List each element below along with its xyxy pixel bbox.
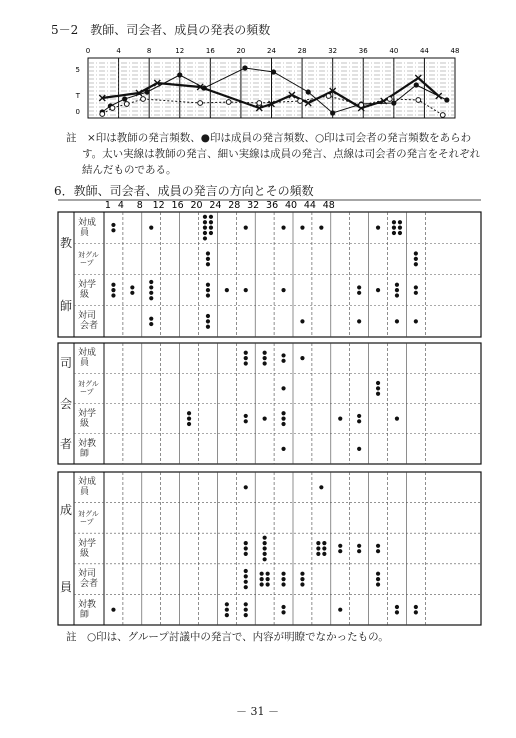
frequency-dot — [322, 541, 326, 545]
frequency-dot — [395, 417, 399, 421]
frequency-dot — [338, 544, 342, 548]
frequency-dot — [338, 608, 342, 612]
frequency-dot — [244, 552, 248, 556]
table-row-label: 対成 — [78, 348, 97, 359]
table-row-label: 対グル — [78, 250, 99, 259]
table-group-frame — [58, 343, 481, 464]
frequency-dot — [244, 585, 248, 589]
frequency-dot — [203, 220, 207, 224]
frequency-dot — [300, 582, 304, 586]
frequency-dot — [398, 231, 402, 235]
table-row-label: ープ — [80, 517, 94, 526]
frequency-dot — [244, 361, 248, 365]
frequency-dot — [263, 546, 267, 550]
frequency-dot — [414, 257, 418, 261]
table-tick-label: 44 — [303, 200, 316, 211]
frequency-dot — [392, 231, 396, 235]
chart-tick-label: 48 — [450, 47, 460, 55]
frequency-dot — [244, 602, 248, 606]
frequency-dot — [244, 580, 248, 584]
frequency-dot — [206, 325, 210, 329]
table-row-label: ープ — [80, 258, 94, 267]
frequency-dot — [322, 546, 326, 550]
table-row-label: 会者 — [80, 321, 99, 332]
table-tick-label: 48 — [322, 200, 335, 211]
frequency-dot — [263, 536, 267, 540]
frequency-dot — [263, 361, 267, 365]
chart-y-label: 5 — [75, 66, 80, 74]
frequency-dot — [187, 422, 191, 426]
frequency-dot — [206, 283, 210, 287]
frequency-dot — [209, 231, 213, 235]
table-group-label: 員 — [60, 579, 73, 594]
table-tick-label: 16 — [171, 200, 184, 211]
frequency-dot — [338, 417, 342, 421]
frequency-dot — [111, 608, 115, 612]
frequency-dot — [244, 569, 248, 573]
frequency-dot — [244, 226, 248, 230]
frequency-dot — [281, 353, 285, 357]
frequency-dot — [300, 577, 304, 581]
page-number: － 31 － — [236, 705, 279, 718]
table-group-label: 成 — [60, 503, 73, 518]
frequency-dot — [395, 319, 399, 323]
frequency-dot — [395, 610, 399, 614]
frequency-dot — [266, 577, 270, 581]
frequency-dot — [357, 549, 361, 553]
frequency-dot — [203, 226, 207, 230]
table-row-label: 対学 — [78, 408, 97, 419]
frequency-dot — [319, 226, 323, 230]
frequency-dot — [203, 231, 207, 235]
frequency-dot — [130, 285, 134, 289]
table-group-label: 師 — [60, 298, 73, 313]
chart-note-line2: す。太い実線は教師の発言、細い実線は成員の発言、点線は司会者の発言をそれぞれ — [82, 148, 481, 160]
frequency-dot — [263, 417, 267, 421]
frequency-dot — [130, 291, 134, 295]
frequency-dot — [414, 610, 418, 614]
frequency-dot — [263, 552, 267, 556]
frequency-dot — [263, 351, 267, 355]
frequency-dot — [149, 317, 153, 321]
frequency-dot — [206, 319, 210, 323]
frequency-dot — [244, 356, 248, 360]
chart-tick-label: 24 — [267, 47, 276, 55]
frequency-dot — [244, 414, 248, 418]
frequency-dot — [266, 582, 270, 586]
table-row-label: 員 — [80, 358, 90, 369]
frequency-dot — [300, 356, 304, 360]
frequency-dot — [206, 251, 210, 255]
frequency-dot — [244, 419, 248, 423]
frequency-dot — [149, 291, 153, 295]
frequency-dot — [111, 223, 115, 227]
table-tick-label: 32 — [247, 200, 260, 211]
frequency-dot — [414, 605, 418, 609]
table-row-label: 級 — [80, 290, 90, 301]
frequency-dot — [281, 582, 285, 586]
frequency-dot — [395, 605, 399, 609]
table-row-label: 師 — [80, 448, 90, 459]
section-6-title: 6．教師、司会者、成員の発言の方向とその頻数 — [54, 184, 314, 198]
table-tick-label: 24 — [209, 200, 222, 211]
frequency-dot — [203, 215, 207, 219]
frequency-dot — [149, 226, 153, 230]
frequency-dot — [300, 572, 304, 576]
frequency-dot — [149, 322, 153, 326]
chart-tick-label: 4 — [116, 47, 121, 55]
frequency-dot — [395, 293, 399, 297]
frequency-dot — [203, 236, 207, 240]
chart-tick-label: 16 — [205, 47, 215, 55]
frequency-dot — [281, 411, 285, 415]
frequency-dot — [111, 283, 115, 287]
table-tick-label: 8 — [136, 200, 143, 211]
table-row-label: 対成 — [78, 477, 97, 488]
table-tick-label: 4 — [117, 200, 124, 211]
table-row-label: 会者 — [80, 579, 99, 590]
frequency-dot — [376, 572, 380, 576]
frequency-dot — [357, 291, 361, 295]
frequency-dot — [357, 544, 361, 548]
footnote: 註 ○印は、グループ討議中の発言で、内容が明瞭でなかったもの。 — [66, 631, 389, 643]
frequency-dot — [111, 293, 115, 297]
chart-y-label: 0 — [75, 108, 80, 116]
table-row-label: 師 — [80, 609, 90, 620]
chart-y-label: T — [75, 92, 80, 100]
table-row-label: 級 — [80, 548, 90, 559]
frequency-dot — [209, 226, 213, 230]
frequency-dot — [263, 541, 267, 545]
frequency-dot — [244, 541, 248, 545]
frequency-dot — [357, 414, 361, 418]
table-group-frame — [58, 212, 481, 337]
frequency-dot — [376, 544, 380, 548]
frequency-dot — [281, 605, 285, 609]
table-tick-label: 12 — [152, 200, 165, 211]
frequency-dot — [149, 280, 153, 284]
table-row-label: 対司 — [78, 569, 97, 580]
frequency-dot — [206, 293, 210, 297]
chart-tick-label: 44 — [419, 47, 429, 55]
frequency-dot — [316, 552, 320, 556]
frequency-dot — [244, 546, 248, 550]
frequency-dot — [244, 613, 248, 617]
table-row-label: 対グル — [78, 509, 99, 518]
frequency-dot — [281, 226, 285, 230]
frequency-dot — [357, 319, 361, 323]
frequency-dot — [376, 288, 380, 292]
chart-tick-label: 40 — [389, 47, 399, 55]
frequency-dot — [111, 228, 115, 232]
table-row-label: 員 — [80, 487, 90, 498]
frequency-dot — [281, 417, 285, 421]
frequency-dot — [392, 226, 396, 230]
section-5-2-title: 5－2 教師、司会者、成員の発表の頻数 — [51, 23, 271, 37]
frequency-dot — [206, 288, 210, 292]
table-group-label: 司 — [60, 356, 73, 371]
frequency-dot — [376, 582, 380, 586]
frequency-dot — [414, 291, 418, 295]
table-row-label: 員 — [80, 227, 90, 238]
frequency-dot — [376, 386, 380, 390]
table-row-label: 対学 — [78, 280, 97, 291]
frequency-dot — [149, 296, 153, 300]
frequency-dot — [206, 257, 210, 261]
frequency-dot — [225, 288, 229, 292]
frequency-dot — [376, 381, 380, 385]
table-row-label: 対成 — [78, 217, 97, 228]
table-tick-label: 28 — [228, 200, 241, 211]
frequency-dot — [300, 319, 304, 323]
frequency-dot — [111, 288, 115, 292]
table-row-label: 対司 — [78, 311, 97, 322]
frequency-dot — [414, 285, 418, 289]
frequency-dot — [376, 577, 380, 581]
chart-tick-label: 32 — [328, 47, 338, 55]
chart-tick-label: 36 — [358, 47, 368, 55]
table-row-label: 対教 — [78, 599, 97, 610]
table-group-frame — [58, 472, 481, 625]
chart-tick-label: 8 — [146, 47, 152, 55]
table-group-label: 教 — [60, 236, 73, 251]
chart-tick-label: 12 — [175, 47, 185, 55]
frequency-dot — [260, 572, 264, 576]
frequency-dot — [209, 215, 213, 219]
frequency-dot — [300, 226, 304, 230]
frequency-dot — [281, 422, 285, 426]
frequency-dot — [281, 386, 285, 390]
table-tick-label: 1 — [104, 200, 111, 211]
frequency-dot — [281, 577, 285, 581]
frequency-dot — [357, 419, 361, 423]
frequency-dot — [225, 602, 229, 606]
frequency-dot — [244, 574, 248, 578]
frequency-dot — [260, 582, 264, 586]
table-tick-label: 40 — [284, 200, 298, 211]
frequency-dot — [225, 608, 229, 612]
table-tick-label: 36 — [266, 200, 279, 211]
table-group-label: 者 — [60, 436, 73, 451]
frequency-dot — [414, 319, 418, 323]
frequency-dot — [244, 485, 248, 489]
frequency-dot — [281, 359, 285, 363]
table-group-label: 会 — [60, 396, 73, 411]
frequency-dot — [281, 572, 285, 576]
frequency-dot — [316, 541, 320, 545]
frequency-dot — [206, 314, 210, 318]
frequency-dot — [281, 610, 285, 614]
frequency-dot — [263, 356, 267, 360]
frequency-dot — [260, 577, 264, 581]
frequency-dot — [244, 608, 248, 612]
frequency-dot — [206, 262, 210, 266]
frequency-dot — [376, 392, 380, 396]
table-row-label: 対学 — [78, 538, 97, 549]
frequency-dot — [414, 262, 418, 266]
frequency-dot — [244, 288, 248, 292]
frequency-dot — [395, 288, 399, 292]
frequency-dot — [414, 251, 418, 255]
frequency-dot — [357, 285, 361, 289]
frequency-dot — [319, 485, 323, 489]
frequency-dot — [376, 549, 380, 553]
frequency-dot — [209, 220, 213, 224]
frequency-dot — [281, 447, 285, 451]
frequency-dot — [322, 552, 326, 556]
frequency-dot — [187, 417, 191, 421]
frequency-dot — [398, 226, 402, 230]
frequency-dot — [281, 288, 285, 292]
frequency-dot — [395, 283, 399, 287]
frequency-dot — [187, 411, 191, 415]
frequency-dot — [376, 226, 380, 230]
frequency-dot — [149, 285, 153, 289]
frequency-dot — [338, 549, 342, 553]
frequency-dot — [398, 220, 402, 224]
table-tick-label: 20 — [190, 200, 203, 211]
frequency-dot — [357, 447, 361, 451]
chart-tick-label: 20 — [236, 47, 246, 55]
frequency-dot — [392, 220, 396, 224]
chart-note-line1: 註 ×印は教師の発言頻数、●印は成員の発言頻数、○印は司会者の発言頻数をあらわ — [66, 132, 472, 144]
frequency-dot — [263, 557, 267, 561]
frequency-dot — [244, 351, 248, 355]
table-row-label: ープ — [80, 388, 94, 397]
chart-tick-label: 0 — [85, 47, 91, 55]
frequency-dot — [316, 546, 320, 550]
table-row-label: 対グル — [78, 380, 99, 389]
table-row-label: 対教 — [78, 438, 97, 449]
chart-note-line3: 結んだものである。 — [82, 164, 177, 176]
frequency-dot — [266, 572, 270, 576]
chart-tick-label: 28 — [297, 47, 307, 55]
frequency-dot — [225, 613, 229, 617]
table-row-label: 級 — [80, 418, 90, 429]
